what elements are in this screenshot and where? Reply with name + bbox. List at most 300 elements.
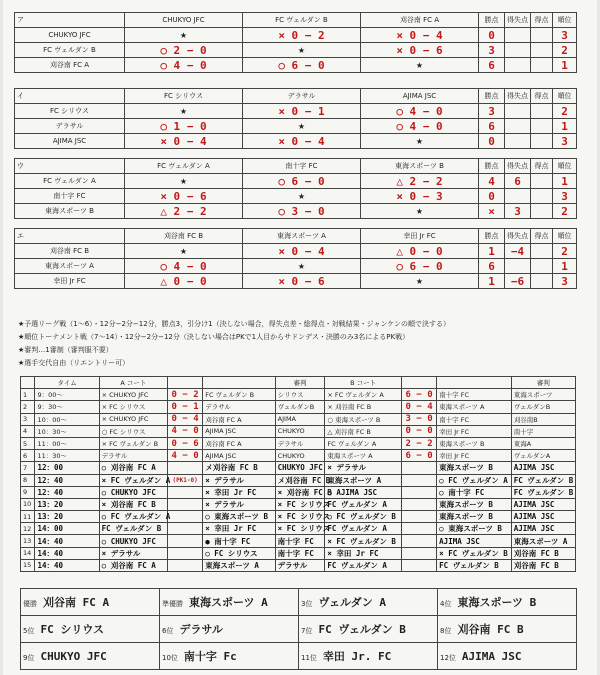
- group-table: [14, 228, 577, 289]
- match-score: 6 − 0: [401, 450, 436, 462]
- match-result: ★: [243, 119, 361, 134]
- group-column-header: 得失点: [505, 229, 531, 244]
- group-table: [14, 12, 577, 73]
- goals-for: [531, 204, 553, 219]
- schedule-cell: △ 刈谷南 FC B: [325, 425, 402, 437]
- points: 0: [479, 28, 505, 43]
- points: 4: [479, 174, 505, 189]
- schedule-cell: CHUKYO: [275, 450, 325, 462]
- group-letter: ア: [15, 13, 125, 28]
- points: 6: [479, 58, 505, 73]
- group-column-header: 勝点: [479, 13, 505, 28]
- final-place: 優勝: [23, 600, 37, 608]
- final-cell: [21, 616, 160, 643]
- rank: 3: [553, 134, 577, 149]
- schedule-cell: 幸田 Jr FC: [437, 425, 512, 437]
- group-row-team: FC ヴェルダン B: [15, 43, 125, 58]
- match-score: 3 − 0: [401, 413, 436, 425]
- group-row-team: AJIMA JSC: [15, 134, 125, 149]
- match-result: ★: [243, 43, 361, 58]
- group-row-team: CHUKYO JFC: [15, 28, 125, 43]
- schedule-cell: × FC シリウス: [99, 401, 167, 413]
- match-result: ○ 2 − 0: [125, 43, 243, 58]
- group-row-team: 東海スポーツ A: [15, 259, 125, 274]
- schedule-cell: 13: [21, 535, 35, 547]
- schedule-cell: 東海スポーツ B: [437, 511, 512, 523]
- match-result: ★: [361, 204, 479, 219]
- schedule-cell: AJIMA: [275, 413, 325, 425]
- schedule-cell: × CHUKYO JFC: [99, 413, 167, 425]
- schedule-cell: 東海スポーツ B: [437, 498, 512, 510]
- schedule-cell: × 幸田 Jr FC: [203, 523, 275, 535]
- match-score: 0 − 4: [401, 401, 436, 413]
- goals-for: [531, 259, 553, 274]
- schedule-cell: 刈谷南 FC A: [203, 437, 275, 449]
- group-column-header: 順位: [553, 13, 577, 28]
- schedule-cell: AJIMA JSC: [437, 535, 512, 547]
- group-column-team: 刈谷南 FC B: [125, 229, 243, 244]
- points: 3: [479, 104, 505, 119]
- match-score: [401, 559, 436, 571]
- match-result: △ 0 − 0: [125, 274, 243, 289]
- rules-notes: [18, 318, 450, 370]
- group-row: [15, 104, 577, 119]
- match-result: × 0 − 2: [243, 28, 361, 43]
- group-column-header: 得点: [531, 159, 553, 174]
- schedule-cell: デラサル: [99, 450, 167, 462]
- schedule-row: [21, 511, 576, 523]
- final-row: [21, 589, 577, 616]
- match-result: ★: [361, 58, 479, 73]
- schedule-cell: 刈谷南B: [511, 413, 575, 425]
- schedule-row: [21, 389, 576, 401]
- schedule-cell: FC ヴェルダン B: [99, 523, 167, 535]
- match-score: [168, 511, 203, 523]
- match-score: 0 − 2: [168, 389, 203, 401]
- final-row: [21, 643, 577, 670]
- goal-difference: [505, 259, 531, 274]
- final-place: 準優勝: [162, 600, 183, 608]
- goals-for: [531, 119, 553, 134]
- goal-difference: [505, 134, 531, 149]
- final-cell: [160, 616, 299, 643]
- schedule-header: [21, 377, 35, 389]
- match-result: × 0 − 4: [361, 28, 479, 43]
- schedule-cell: 7: [21, 462, 35, 474]
- match-score: 6 − 0: [401, 389, 436, 401]
- schedule-row: [21, 535, 576, 547]
- schedule-cell: 10：30〜: [35, 425, 99, 437]
- schedule-cell: FC ヴェルダン B: [203, 389, 275, 401]
- match-result: ○ 1 − 0: [125, 119, 243, 134]
- final-place: 10位: [162, 654, 178, 662]
- group-row: [15, 189, 577, 204]
- goals-for: [531, 174, 553, 189]
- goal-difference: [505, 43, 531, 58]
- points: ×: [479, 204, 505, 219]
- goals-for: [531, 244, 553, 259]
- schedule-header-row: [21, 377, 576, 389]
- rank: 3: [553, 189, 577, 204]
- rank: 1: [553, 119, 577, 134]
- match-score: 0 − 1: [168, 401, 203, 413]
- match-score: 0 − 0: [401, 425, 436, 437]
- schedule-cell: FC ヴェルダン A: [325, 498, 402, 510]
- group-column-header: 得失点: [505, 159, 531, 174]
- final-team: CHUKYO JFC: [40, 649, 107, 663]
- final-cell: [299, 643, 438, 670]
- final-place: 4位: [440, 600, 452, 608]
- match-score: [401, 462, 436, 474]
- group-column-header: 得失点: [505, 13, 531, 28]
- schedule-cell: ○ 東海スポーツ B: [437, 523, 512, 535]
- group-column-team: CHUKYO JFC: [125, 13, 243, 28]
- schedule-cell: 12: [21, 523, 35, 535]
- schedule-cell: ● 南十字 FC: [203, 535, 275, 547]
- group-row-team: FC シリウス: [15, 104, 125, 119]
- note-line: ★順位トーナメント戦（7〜14）・12分−2分−12分（決しない場合はPKで1人目からサドンデス・決勝のみ3名によるPK戦）: [18, 333, 410, 341]
- schedule-header: [401, 377, 436, 389]
- schedule-cell: × FC シリウス: [275, 498, 325, 510]
- goal-difference: [505, 104, 531, 119]
- group-column-header: 勝点: [479, 159, 505, 174]
- final-team: 刈谷南 FC B: [457, 623, 524, 636]
- group-row-team: デラサル: [15, 119, 125, 134]
- group-table: [14, 158, 577, 219]
- match-score: [401, 547, 436, 559]
- schedule-cell: ○ 東海スポーツ B: [325, 413, 402, 425]
- schedule-cell: 南十字 FC: [275, 535, 325, 547]
- match-score: [401, 498, 436, 510]
- schedule-cell: 5: [21, 437, 35, 449]
- schedule-cell: 14：00: [35, 523, 99, 535]
- schedule-cell: × 幸田 Jr FC: [203, 486, 275, 498]
- goal-difference: [505, 119, 531, 134]
- group-row-team: 南十字 FC: [15, 189, 125, 204]
- group-row: [15, 43, 577, 58]
- group-row: [15, 58, 577, 73]
- group-column-header: 得点: [531, 229, 553, 244]
- schedule-cell: × 幸田 Jr FC: [325, 547, 402, 559]
- group-row: [15, 204, 577, 219]
- schedule-cell: ○ 東海スポーツ B: [203, 511, 275, 523]
- schedule-cell: FC ヴェルダン B: [511, 474, 575, 486]
- schedule-cell: デラサル: [203, 401, 275, 413]
- schedule-cell: 11：30〜: [35, 450, 99, 462]
- schedule-cell: × FC ヴェルダン B: [437, 547, 512, 559]
- schedule-cell: 刈谷南 FC B: [511, 547, 575, 559]
- group-row-team: FC ヴェルダン A: [15, 174, 125, 189]
- group-header-row: [15, 13, 577, 28]
- schedule-cell: × デラサル: [325, 462, 402, 474]
- schedule-cell: ○ FC ヴェルダン A: [99, 511, 167, 523]
- schedule-cell: 12：40: [35, 474, 99, 486]
- schedule-cell: ヴェルダンA: [511, 450, 575, 462]
- schedule-cell: 南十字 FC: [275, 547, 325, 559]
- match-score: [168, 559, 203, 571]
- final-cell: [438, 589, 577, 616]
- final-team: 幸田 Jr. FC: [322, 650, 392, 663]
- schedule-cell: 幸田 Jr FC: [437, 450, 512, 462]
- schedule-cell: ○ 南十字 FC: [437, 486, 512, 498]
- group-letter: エ: [15, 229, 125, 244]
- schedule-row: [21, 523, 576, 535]
- group-table: [14, 88, 577, 149]
- goals-for: [531, 189, 553, 204]
- goal-difference: [505, 28, 531, 43]
- schedule-cell: ○ FC シリウス: [99, 425, 167, 437]
- group-column-team: FC シリウス: [125, 89, 243, 104]
- schedule-cell: 14：40: [35, 535, 99, 547]
- schedule-cell: 刈谷南 FC A: [203, 413, 275, 425]
- schedule-cell: 東海スポーツ A: [325, 474, 402, 486]
- match-score: [168, 498, 203, 510]
- final-team: ヴェルダン A: [318, 596, 386, 609]
- rank: 3: [553, 274, 577, 289]
- note-line: ★選手交代自由（リエントリー可）: [18, 359, 130, 367]
- schedule-cell: 6: [21, 450, 35, 462]
- schedule-cell: 東海スポーツ A: [437, 401, 512, 413]
- match-result: ○ 6 − 0: [243, 58, 361, 73]
- final-row: [21, 616, 577, 643]
- goals-for: [531, 58, 553, 73]
- schedule-row: [21, 559, 576, 571]
- schedule-cell: × 刈谷南 FC B: [325, 401, 402, 413]
- schedule-cell: 14：40: [35, 547, 99, 559]
- schedule-cell: 13：20: [35, 511, 99, 523]
- group-row-team: 東海スポーツ B: [15, 204, 125, 219]
- points: 1: [479, 274, 505, 289]
- group-header-row: [15, 229, 577, 244]
- points: 1: [479, 244, 505, 259]
- final-cell: [160, 589, 299, 616]
- schedule-header: 審判: [511, 377, 575, 389]
- schedule-cell: 4: [21, 425, 35, 437]
- schedule-cell: 3: [21, 413, 35, 425]
- schedule-cell: 9：00〜: [35, 389, 99, 401]
- match-result: × 0 − 6: [243, 274, 361, 289]
- final-standings-table: [20, 588, 577, 670]
- match-score: [168, 486, 203, 498]
- rank: 3: [553, 28, 577, 43]
- schedule-cell: デラサル: [275, 559, 325, 571]
- final-cell: [21, 643, 160, 670]
- goals-for: [531, 134, 553, 149]
- group-letter: ウ: [15, 159, 125, 174]
- schedule-header: タイム: [35, 377, 99, 389]
- goals-for: [531, 28, 553, 43]
- final-cell: [438, 643, 577, 670]
- group-column-header: 勝点: [479, 229, 505, 244]
- group-column-team: FC ヴェルダン A: [125, 159, 243, 174]
- schedule-cell: 刈谷南 FC B: [511, 559, 575, 571]
- group-column-team: AJIMA JSC: [361, 89, 479, 104]
- final-team: FC シリウス: [40, 623, 105, 636]
- schedule-header: [168, 377, 203, 389]
- match-result: ○ 4 − 0: [125, 58, 243, 73]
- match-result: ★: [243, 259, 361, 274]
- schedule-cell: ○ CHUKYO JFC: [99, 535, 167, 547]
- goals-for: [531, 43, 553, 58]
- schedule-cell: 東海スポーツ B: [437, 462, 512, 474]
- schedule-row: [21, 474, 576, 486]
- schedule-cell: ○ 刈谷南 FC A: [99, 462, 167, 474]
- final-place: 11位: [301, 654, 317, 662]
- schedule-cell: 10：00〜: [35, 413, 99, 425]
- schedule-cell: 東海スポーツ A: [203, 559, 275, 571]
- schedule-cell: 11：00〜: [35, 437, 99, 449]
- schedule-cell: 12：40: [35, 486, 99, 498]
- schedule-header: A コート: [99, 377, 167, 389]
- schedule-cell: 南十字 FC: [437, 413, 512, 425]
- rank: 1: [553, 174, 577, 189]
- schedule-cell: ヴェルダンB: [511, 401, 575, 413]
- schedule-cell: 2: [21, 401, 35, 413]
- group-column-header: 得点: [531, 89, 553, 104]
- schedule-cell: メ刈谷南 FC B: [275, 474, 325, 486]
- match-result: × 0 − 4: [125, 134, 243, 149]
- group-header-row: [15, 159, 577, 174]
- schedule-cell: FC ヴェルダン B: [511, 486, 575, 498]
- schedule-cell: × FC ヴェルダン B: [325, 535, 402, 547]
- match-result: × 0 − 4: [243, 244, 361, 259]
- group-row-team: 幸田 Jr FC: [15, 274, 125, 289]
- final-team: 南十字 Fc: [183, 650, 237, 663]
- schedule-cell: 11: [21, 511, 35, 523]
- match-result: ★: [243, 189, 361, 204]
- schedule-cell: 14: [21, 547, 35, 559]
- goal-difference: [505, 189, 531, 204]
- schedule-row: [21, 462, 576, 474]
- final-cell: [160, 643, 299, 670]
- group-row: [15, 134, 577, 149]
- schedule-cell: 1: [21, 389, 35, 401]
- final-cell: [299, 589, 438, 616]
- goal-difference: [505, 58, 531, 73]
- match-score: [401, 511, 436, 523]
- group-row: [15, 274, 577, 289]
- match-result: △ 2 − 2: [125, 204, 243, 219]
- rank: 2: [553, 104, 577, 119]
- group-row: [15, 244, 577, 259]
- group-row: [15, 259, 577, 274]
- match-result: ○ 4 − 0: [361, 104, 479, 119]
- final-place: 5位: [23, 627, 35, 635]
- group-header-row: [15, 89, 577, 104]
- match-score: [401, 523, 436, 535]
- schedule-cell: FC ヴェルダン A: [325, 523, 402, 535]
- schedule-cell: AJIMA JSC: [203, 450, 275, 462]
- match-result: △ 0 − 0: [361, 244, 479, 259]
- match-result: ★: [125, 28, 243, 43]
- schedule-cell: × 刈谷南 FC B: [275, 486, 325, 498]
- schedule-cell: 10: [21, 498, 35, 510]
- schedule-cell: × デラサル: [203, 474, 275, 486]
- match-score: 4 − 0: [168, 425, 203, 437]
- match-result: ★: [125, 244, 243, 259]
- final-team: 東海スポーツ A: [189, 596, 268, 609]
- schedule-cell: 東海A: [511, 437, 575, 449]
- group-column-team: 東海スポーツ B: [361, 159, 479, 174]
- schedule-cell: ○ FC ヴェルダン A: [437, 474, 512, 486]
- goals-for: [531, 104, 553, 119]
- schedule-cell: メ刈谷南 FC B: [203, 462, 275, 474]
- final-team: FC ヴェルダン B: [318, 623, 406, 636]
- points: 0: [479, 134, 505, 149]
- schedule-cell: × デラサル: [203, 498, 275, 510]
- match-score: 2 − 2: [401, 437, 436, 449]
- final-cell: [438, 616, 577, 643]
- match-result: × 0 − 3: [361, 189, 479, 204]
- goal-difference: −4: [505, 244, 531, 259]
- schedule-cell: シリウス: [275, 389, 325, 401]
- schedule-cell: FC ヴェルダン A: [325, 559, 402, 571]
- schedule-cell: ○ CHUKYO JFC: [99, 486, 167, 498]
- schedule-cell: × FC ヴェルダン A: [99, 474, 167, 486]
- group-column-header: 得点: [531, 13, 553, 28]
- points: 3: [479, 43, 505, 58]
- schedule-cell: × FC シリウス: [275, 523, 325, 535]
- match-score: 4 − 0: [168, 450, 203, 462]
- schedule-cell: 東海スポーツ B: [437, 437, 512, 449]
- goal-difference: 3: [505, 204, 531, 219]
- match-score: [401, 474, 436, 486]
- schedule-header: B コート: [325, 377, 402, 389]
- match-score: (PK1-0): [168, 474, 203, 486]
- schedule-header: [437, 377, 512, 389]
- schedule-cell: AJIMA JSC: [203, 425, 275, 437]
- schedule-cell: 14：40: [35, 559, 99, 571]
- schedule-row: [21, 450, 576, 462]
- match-score: 0 − 4: [168, 413, 203, 425]
- match-result: × 0 − 1: [243, 104, 361, 119]
- goal-difference: −6: [505, 274, 531, 289]
- schedule-cell: ○ 刈谷南 FC A: [99, 559, 167, 571]
- schedule-cell: 南十字 FC: [437, 389, 512, 401]
- schedule-cell: AJIMA JSC: [511, 462, 575, 474]
- group-column-team: 南十字 FC: [243, 159, 361, 174]
- goal-difference: 6: [505, 174, 531, 189]
- match-result: ★: [125, 174, 243, 189]
- schedule-row: [21, 547, 576, 559]
- group-column-header: 順位: [553, 229, 577, 244]
- schedule-cell: 9：30〜: [35, 401, 99, 413]
- rank: 2: [553, 244, 577, 259]
- rank: 1: [553, 58, 577, 73]
- final-cell: [299, 616, 438, 643]
- final-team: デラサル: [179, 623, 223, 636]
- group-column-team: 刈谷南 FC A: [361, 13, 479, 28]
- schedule-cell: AJIMA JSC: [511, 511, 575, 523]
- final-place: 3位: [301, 600, 313, 608]
- group-column-team: デラサル: [243, 89, 361, 104]
- schedule-cell: 東海スポーツ A: [511, 535, 575, 547]
- schedule-cell: ○ FC シリウス: [203, 547, 275, 559]
- schedule-cell: 8: [21, 474, 35, 486]
- final-cell: [21, 589, 160, 616]
- schedule-cell: × デラサル: [99, 547, 167, 559]
- schedule-row: [21, 401, 576, 413]
- rank: 2: [553, 43, 577, 58]
- match-result: × 0 − 6: [361, 43, 479, 58]
- schedule-cell: FC ヴェルダン B: [437, 559, 512, 571]
- match-schedule-table: [20, 376, 576, 572]
- final-team: AJIMA JSC: [461, 649, 522, 663]
- match-score: [168, 462, 203, 474]
- match-result: ○ 4 − 0: [125, 259, 243, 274]
- group-column-header: 得失点: [505, 89, 531, 104]
- final-team: 刈谷南 FC A: [43, 596, 110, 609]
